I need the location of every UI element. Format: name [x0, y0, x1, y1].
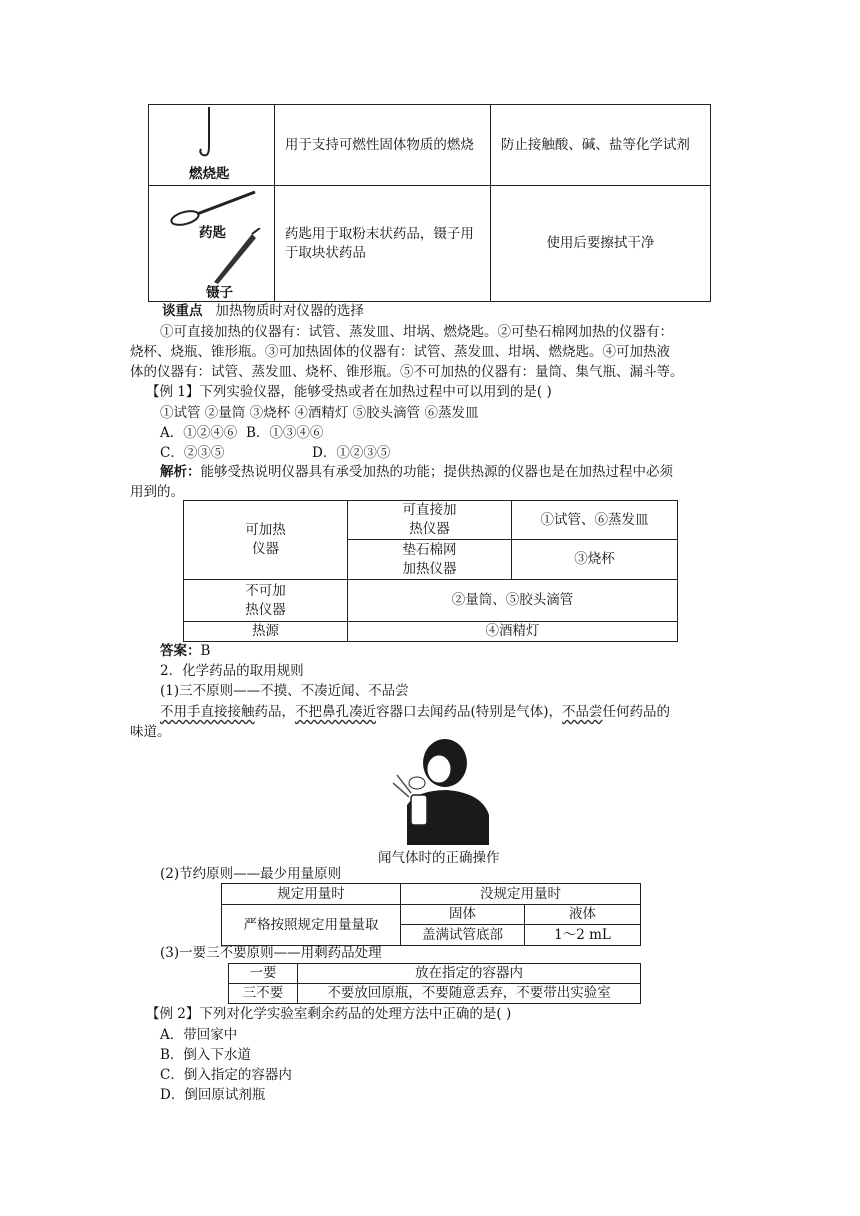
rule1-title: (1)三不原则——不摸、不凑近闻、不品尝 [160, 683, 409, 699]
heatable-label-1: 可加热 [245, 522, 286, 538]
solid-amount: 盖满试管底部 [401, 925, 525, 946]
unspecified-header: 没规定用量时 [401, 884, 641, 905]
rule2-title: (2)节约原则——最少用量原则 [160, 866, 342, 882]
rule1-b: 药品， [254, 704, 295, 720]
rule1-d: 容器口去闻药品(特别是气体)， [376, 704, 563, 720]
example1-option-b: B．①③④⑥ [246, 425, 324, 441]
example1-analysis-line [160, 462, 673, 482]
rule1-f: 任何药品的 [602, 704, 671, 720]
rule1-c: 不把鼻孔凑近 [295, 704, 376, 720]
three-text: 不要放回原瓶，不要随意丢弃，不要带出实验室 [298, 984, 641, 1004]
spoon-use: 用于支持可燃性固体物质的燃烧 [274, 105, 490, 186]
liquid-header: 液体 [525, 905, 641, 925]
heatable-label-2: 仪器 [252, 541, 279, 557]
gauze-label-2: 加热仪器 [402, 560, 457, 577]
gauze-items: ③烧杯 [512, 540, 678, 580]
rule3-title: (3)一要三不要原则——用剩药品处理 [160, 945, 382, 961]
spatula-use: 药匙用于取粉末状药品，镊子用于取块状药品 [274, 186, 490, 302]
example1-option-d: D．①②③⑤ [312, 445, 391, 461]
direct-cell [348, 501, 512, 540]
answer-line [160, 641, 210, 661]
source-cell: 热源 [184, 622, 348, 642]
example1-option-c: C．②③⑤ [160, 445, 225, 461]
amount-table [221, 883, 641, 946]
nonheat-label-1: 不可加 [245, 582, 286, 599]
tweezers-label: 镊子 [206, 285, 233, 301]
rule1-a: 不用手直接接触 [160, 704, 255, 720]
example1-analysis-2: 用到的。 [130, 484, 184, 500]
example2-option-c: C．倒入指定的容器内 [160, 1067, 292, 1083]
analysis-text: 能够受热说明仪器具有承受加热的功能；提供热源的仪器也是在加热过程中必须 [200, 464, 673, 480]
rule1-e: 不品尝 [562, 704, 603, 720]
direct-label-2: 热仪器 [409, 521, 450, 537]
liquid-amount: 1～2 mL [525, 925, 641, 946]
answer-label: 答案： [160, 643, 201, 659]
rules-title: 2．化学药品的取用规则 [160, 663, 304, 679]
heat-table [183, 500, 678, 642]
direct-label-1: 可直接加 [402, 502, 457, 518]
spoon-image-cell [149, 105, 275, 186]
combustion-spoon-icon [189, 107, 249, 169]
spoon-label: 燃烧匙 [189, 166, 230, 182]
example2-option-d: D．倒回原试剂瓶 [160, 1087, 266, 1103]
gauze-label-1: 垫石棉网 [402, 541, 457, 558]
specified-header: 规定用量时 [222, 884, 401, 905]
focus-title: 加热物质时对仪器的选择 [215, 303, 364, 319]
answer-value: B [200, 643, 211, 659]
direct-items: ①试管、⑥蒸发皿 [512, 501, 678, 540]
one-text: 放在指定的容器内 [298, 964, 641, 984]
solid-header: 固体 [401, 905, 525, 925]
rule1-g: 味道。 [130, 724, 171, 740]
source-items: ④酒精灯 [348, 622, 678, 642]
example2-question: 【例 2】下列对化学实验室剩余药品的处理方法中正确的是( ) [146, 1006, 512, 1022]
focus-p1: ①可直接加热的仪器有：试管、蒸发皿、坩埚、燃烧匙。②可垫石棉网加热的仪器有： [160, 324, 673, 340]
spatula-icon [163, 188, 263, 228]
gauze-cell [348, 540, 512, 580]
rule1-text [160, 702, 670, 722]
example1-question: 【例 1】下列实验仪器，能够受热或者在加热过程中可以用到的是( ) [146, 384, 552, 400]
analysis-label: 解析： [160, 464, 201, 480]
smelling-gas-figure-icon [367, 735, 497, 845]
spoon-note: 防止接触酸、碱、盐等化学试剂 [490, 105, 710, 186]
strict-cell: 严格按照规定用量量取 [222, 905, 401, 946]
nonheat-label-2: 热仪器 [245, 601, 286, 618]
focus-p2: 烧杯、烧瓶、锥形瓶。③可加热固体的仪器有：试管、蒸发皿、坩埚、燃烧匙。④可加热液 [130, 344, 670, 360]
leftover-table [228, 963, 641, 1004]
figure-caption: 闻气体时的正确操作 [378, 850, 500, 866]
example1-option-a: A．①②④⑥ [160, 425, 238, 441]
three-label: 三不要 [229, 984, 298, 1004]
spatula-note: 使用后要擦拭干净 [490, 186, 710, 302]
focus-p3: 体的仪器有：试管、蒸发皿、烧杯、锥形瓶。⑤不可加热的仪器有：量筒、集气瓶、漏斗等。 [130, 364, 684, 380]
heatable-cell [184, 501, 348, 580]
focus-heading-line [162, 301, 364, 321]
example2-option-a: A．带回家中 [160, 1027, 238, 1043]
nonheat-items: ②量筒、⑤胶头滴管 [348, 580, 678, 622]
example1-items: ①试管 ②量筒 ③烧杯 ④酒精灯 ⑤胶头滴管 ⑥蒸发皿 [160, 405, 479, 421]
spatula-image-cell [149, 186, 275, 302]
focus-heading: 谈重点 [162, 303, 203, 319]
tool-table [148, 104, 711, 302]
spatula-label: 药匙 [199, 225, 226, 241]
one-label: 一要 [229, 964, 298, 984]
example2-option-b: B．倒入下水道 [160, 1047, 251, 1063]
nonheat-cell [184, 580, 348, 622]
tweezers-icon [204, 228, 264, 288]
